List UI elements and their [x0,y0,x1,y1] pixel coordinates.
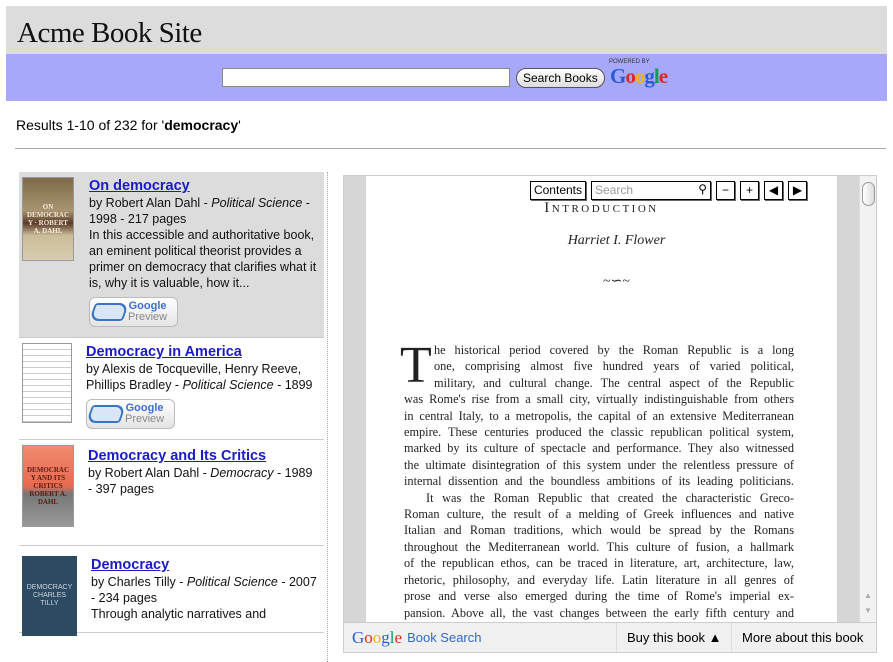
book-title-link[interactable]: Democracy in America [86,344,242,360]
site-header [6,6,887,54]
next-page-icon[interactable]: ▶ [788,181,807,200]
text-line: marked by its culture of spectacle and performance. They also witnessed [404,441,794,456]
contents-button[interactable]: Contents [530,181,586,200]
book-title-link[interactable]: Democracy and Its Critics [88,448,267,464]
scroll-up-icon[interactable]: ▲ [864,591,872,600]
text-line: one, comprising almost five hundred years of varied political, [434,359,794,374]
cover-text: DEMOCRACY AND ITS CRITICS ROBERT A. DAHL [27,466,69,506]
book-description: Through analytic narratives and [91,607,267,621]
scroll-down-icon[interactable]: ▼ [864,606,872,615]
results-list [19,172,324,662]
search-bar [6,54,887,101]
text-line: rhetoric, philosophy, and everyday life. Latin literature in all genres of [404,572,794,587]
scrollbar-thumb[interactable] [862,182,875,206]
google-logo[interactable]: Google [352,627,403,647]
text-line: was Rome's rise from a small city, virtually indistinguishable from others [404,392,794,407]
search-input[interactable] [222,68,510,87]
book-cover[interactable] [22,177,74,261]
cover-text: ON DEMOCRACY · ROBERT A. DAHL [27,203,69,235]
google-preview-button[interactable]: Google Preview [89,297,178,327]
text-line: military, and cultural change. The central aspect of the Republic [434,375,794,390]
book-page[interactable] [366,176,837,622]
book-cover[interactable] [22,445,74,527]
text-line: empire. These centuries produced the classic republican political system, [404,425,794,440]
site-title: Acme Book Site [17,17,202,49]
ornament: ~∽~ [603,274,630,289]
previous-page-icon[interactable]: ◀ [764,181,783,200]
chapter-author: Harriet I. Flower [567,233,666,248]
viewer-footer [344,622,876,652]
book-icon [86,405,127,423]
list-item[interactable]: ON DEMOCRACY · ROBERT A. DAHL On democracy by Robert Alan Dahl - Political Science - 1998 - 217 pages In this accessible and authoritative book, an eminent political theorist provides a primer on democracy that clarifies what it is, why it is valuable, how it... Google Preview [19,172,324,338]
book-search-link[interactable]: Book Search [407,630,482,645]
results-summary: Results 1-10 of 232 for 'democracy' [16,117,241,133]
list-item[interactable]: DEMOCRACY CHARLES TILLY Democracy by Charles Tilly - Political Science - 2007 - 234 pages Through analytic narratives and [19,546,324,633]
book-cover[interactable] [22,343,72,423]
book-title-link[interactable]: On democracy [89,178,190,194]
chapter-title: Introduction [544,200,659,216]
list-item[interactable]: DEMOCRACY AND ITS CRITICS ROBERT A. DAHL Democracy and Its Critics by Robert Alan Dahl - Democracy - 1989 - 397 pages [19,440,324,546]
cover-text: DEMOCRACY CHARLES TILLY [26,584,73,607]
book-icon [89,303,130,321]
viewer-toolbar [530,181,807,200]
text-line: prose and verse also emerged during the time of Rome's imperial ex- [404,589,794,604]
page-text [400,337,794,621]
google-logo: Google [610,64,668,88]
viewer-scrollbar[interactable] [859,176,876,622]
book-viewer [343,175,877,653]
powered-by-label: POWERED BY [609,59,650,65]
viewer-search-input[interactable]: Search ⚲ [591,181,711,200]
book-description: In this accessible and authoritative book, an eminent political theorist provides a primer on democracy that clarifies what it is, why it is valuable, how it... [89,228,317,290]
google-preview-button[interactable]: Google Preview [86,399,175,429]
text-line: Italian and Roman traditions, which would be spread by the Romans [404,523,794,538]
list-item[interactable]: Democracy in America by Alexis de Tocqueville, Henry Reeve, Phillips Bradley - Political Science - 1899 Google Preview [19,338,324,440]
text-line: internal dissention and the boundless ambitions of its leading politicians. [404,474,794,489]
query: democracy [164,117,239,133]
book-title-link[interactable]: Democracy [91,557,170,573]
search-icon[interactable]: ⚲ [698,182,707,196]
text-line: Roman culture, the result of a melding of Greek influences and native [404,507,794,522]
book-cover[interactable] [22,556,77,636]
search-books-button[interactable]: Search Books [516,68,605,88]
zoom-out-icon[interactable]: − [716,181,735,200]
dropcap: T [400,337,432,394]
text-line: pansion. Above all, the vast changes between the early fifth century and [404,605,794,620]
text-line: throughout the Mediterranean world. This culture of fusion, a hallmark [404,539,794,554]
text-line: the ultimate disintegration of this system under the relentless pressure of [404,457,794,472]
more-about-book-button[interactable]: More about this book [731,623,873,652]
divider [15,148,886,149]
text-line: he historical period covered by the Roman Republic is a long [434,343,794,357]
text-line: It was the Roman Republic that created the characteristic Greco- [426,490,794,505]
column-divider [327,172,328,662]
text-line: of the republican ethos, can be traced in literature, art, architecture, law, [404,556,794,571]
text-line: in central Italy, to a metropolis, the capital of an extensive Mediterranean [404,408,794,423]
buy-this-book-button[interactable]: Buy this book ▲ [616,623,732,652]
zoom-in-icon[interactable]: + [740,181,759,200]
